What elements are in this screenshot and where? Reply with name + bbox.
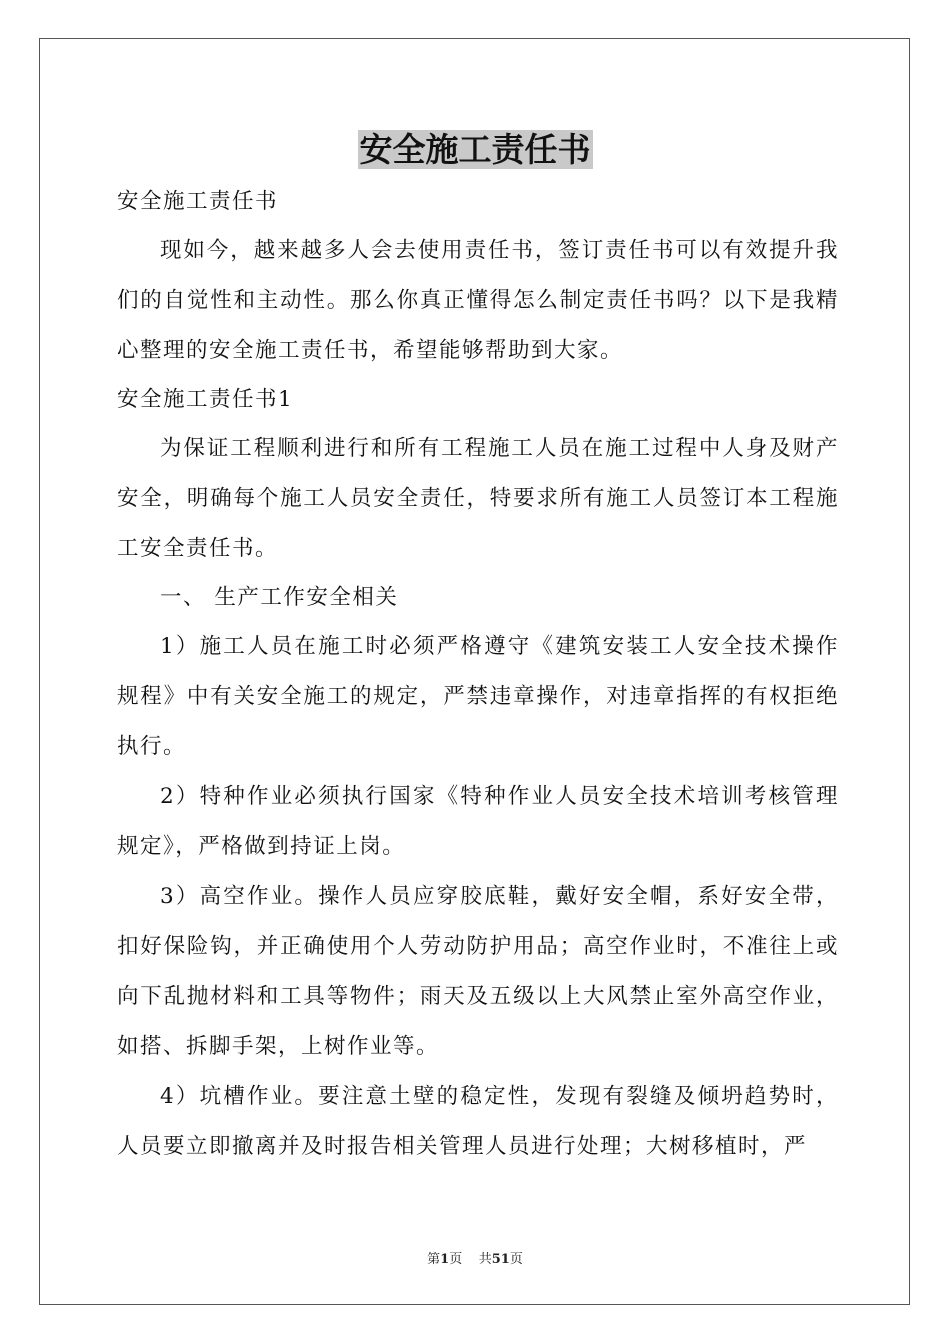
clause-3: 3）高空作业。操作人员应穿胶底鞋，戴好安全帽，系好安全带，扣好保险钩，并正确使用个人劳动防护用品；高空作业时，不准往上或向下乱抛材料和工具等物件；雨天及五级以上大风禁止室外高空作业，如搭、拆脚手架，上树作业等。 bbox=[117, 884, 839, 1059]
intro-paragraph: 现如今，越来越多人会去使用责任书，签订责任书可以有效提升我们的自觉性和主动性。那么你真正懂得怎么制定责任书吗？以下是我精心整理的安全施工责任书，希望能够帮助到大家。 bbox=[117, 238, 839, 363]
purpose-paragraph: 为保证工程顺利进行和所有工程施工人员在施工过程中人身及财产安全，明确每个施工人员安全责任，特要求所有施工人员签订本工程施工安全责任书。 bbox=[117, 436, 839, 561]
footer-prefix: 第 bbox=[427, 1252, 441, 1267]
section-heading-1: 一、 生产工作安全相关 bbox=[160, 585, 399, 610]
document-title bbox=[0, 128, 950, 172]
footer-current-page: 1 bbox=[440, 1252, 450, 1267]
clause-4: 4）坑槽作业。要注意土壁的稳定性，发现有裂缝及倾坍趋势时，人员要立即撤离并及时报告相关管理人员进行处理；大树移植时，严 bbox=[117, 1084, 839, 1159]
footer-total-prefix: 共 bbox=[478, 1252, 492, 1267]
page-footer bbox=[0, 1248, 950, 1267]
document-body bbox=[117, 178, 839, 1172]
subtitle: 安全施工责任书 bbox=[117, 189, 279, 214]
footer-page-unit: 页 bbox=[449, 1252, 463, 1267]
document-title-text: 安全施工责任书 bbox=[359, 130, 591, 169]
section-title: 安全施工责任书1 bbox=[117, 387, 294, 412]
footer-total-pages: 51 bbox=[491, 1252, 510, 1267]
clause-2: 2）特种作业必须执行国家《特种作业人员安全技术培训考核管理规定》，严格做到持证上岗。 bbox=[117, 784, 839, 859]
footer-total-unit: 页 bbox=[509, 1252, 523, 1267]
clause-1: 1）施工人员在施工时必须严格遵守《建筑安装工人安全技术操作规程》中有关安全施工的规定，严禁违章操作，对违章指挥的有权拒绝执行。 bbox=[117, 634, 839, 759]
